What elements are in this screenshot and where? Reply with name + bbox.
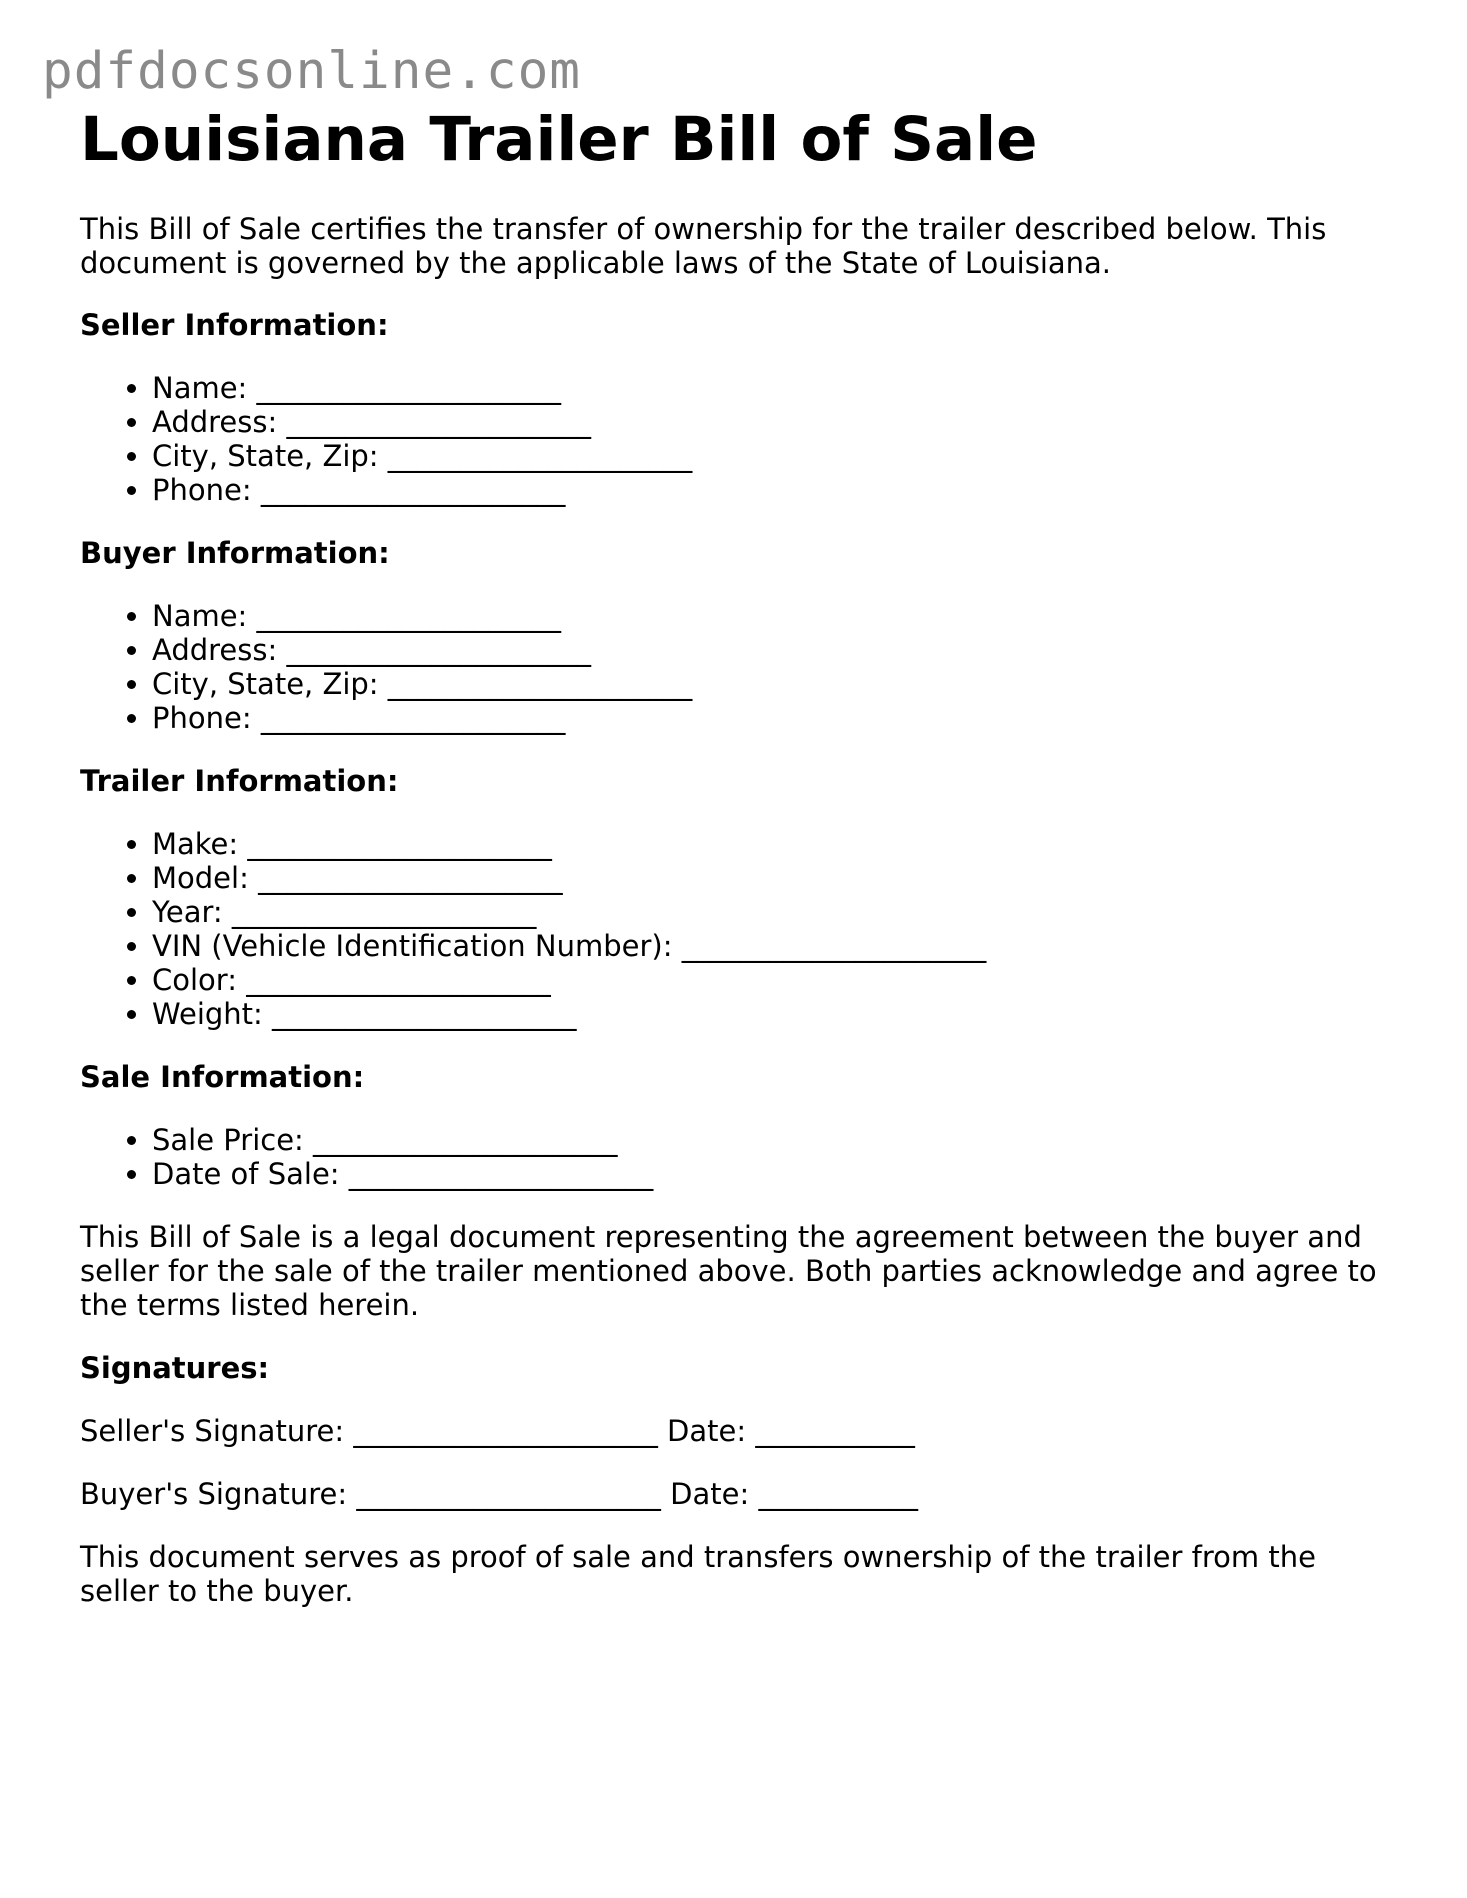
trailer-heading: Trailer Information: (80, 764, 399, 798)
closing-paragraph: This document serves as proof of sale and transfers ownership of the trailer from the seller to the buyer. (80, 1540, 1316, 1608)
sale-fields (80, 1123, 1400, 1191)
buyer-heading: Buyer Information: (80, 536, 390, 570)
seller-signature-line[interactable]: Seller's Signature: _____________________ Date: ___________ (80, 1414, 915, 1448)
seller-date-blank[interactable]: ___________ (755, 1414, 915, 1448)
intro-paragraph: This Bill of Sale certifies the transfer of ownership for the trailer described below. This document is governed by the applicable laws of the State of Louisiana. (80, 212, 1327, 280)
seller-heading: Seller Information: (80, 308, 389, 342)
buyer-date-blank[interactable]: ___________ (758, 1477, 918, 1511)
seller-city-state-zip-field[interactable]: • City, State, Zip: _____________________ (152, 439, 1400, 473)
trailer-year-field[interactable]: • Year: _____________________ (152, 895, 1400, 929)
document-title: Louisiana Trailer Bill of Sale (80, 104, 1038, 175)
signatures-heading: Signatures: (80, 1351, 270, 1385)
watermark: pdfdocsonline.com (42, 42, 581, 101)
buyer-fields (80, 599, 1400, 735)
buyer-name-field[interactable]: • Name: _____________________ (152, 599, 1400, 633)
buyer-city-state-zip-field[interactable]: • City, State, Zip: _____________________ (152, 667, 1400, 701)
buyer-phone-field[interactable]: • Phone: _____________________ (152, 701, 1400, 735)
buyer-address-field[interactable]: • Address: _____________________ (152, 633, 1400, 667)
agreement-paragraph: This Bill of Sale is a legal document representing the agreement between the buyer and seller for the sale of the trailer mentioned above. Both parties acknowledge and agree to the terms listed herein. (80, 1220, 1377, 1322)
trailer-fields (80, 827, 1400, 1031)
seller-fields (80, 371, 1400, 507)
trailer-model-field[interactable]: • Model: _____________________ (152, 861, 1400, 895)
trailer-vin-field[interactable]: • VIN (Vehicle Identification Number): _____________________ (152, 929, 1400, 963)
seller-name-field[interactable]: • Name: _____________________ (152, 371, 1400, 405)
trailer-make-field[interactable]: • Make: _____________________ (152, 827, 1400, 861)
seller-signature-blank[interactable]: _____________________ (353, 1414, 658, 1448)
buyer-signature-line[interactable]: Buyer's Signature: _____________________ Date: ___________ (80, 1477, 918, 1511)
seller-phone-field[interactable]: • Phone: _____________________ (152, 473, 1400, 507)
trailer-color-field[interactable]: • Color: _____________________ (152, 963, 1400, 997)
trailer-weight-field[interactable]: • Weight: _____________________ (152, 997, 1400, 1031)
seller-address-field[interactable]: • Address: _____________________ (152, 405, 1400, 439)
sale-date-field[interactable]: • Date of Sale: _____________________ (152, 1157, 1400, 1191)
buyer-signature-blank[interactable]: _____________________ (356, 1477, 661, 1511)
sale-price-field[interactable]: • Sale Price: _____________________ (152, 1123, 1400, 1157)
document-page (80, 104, 1400, 1608)
sale-heading: Sale Information: (80, 1060, 365, 1094)
